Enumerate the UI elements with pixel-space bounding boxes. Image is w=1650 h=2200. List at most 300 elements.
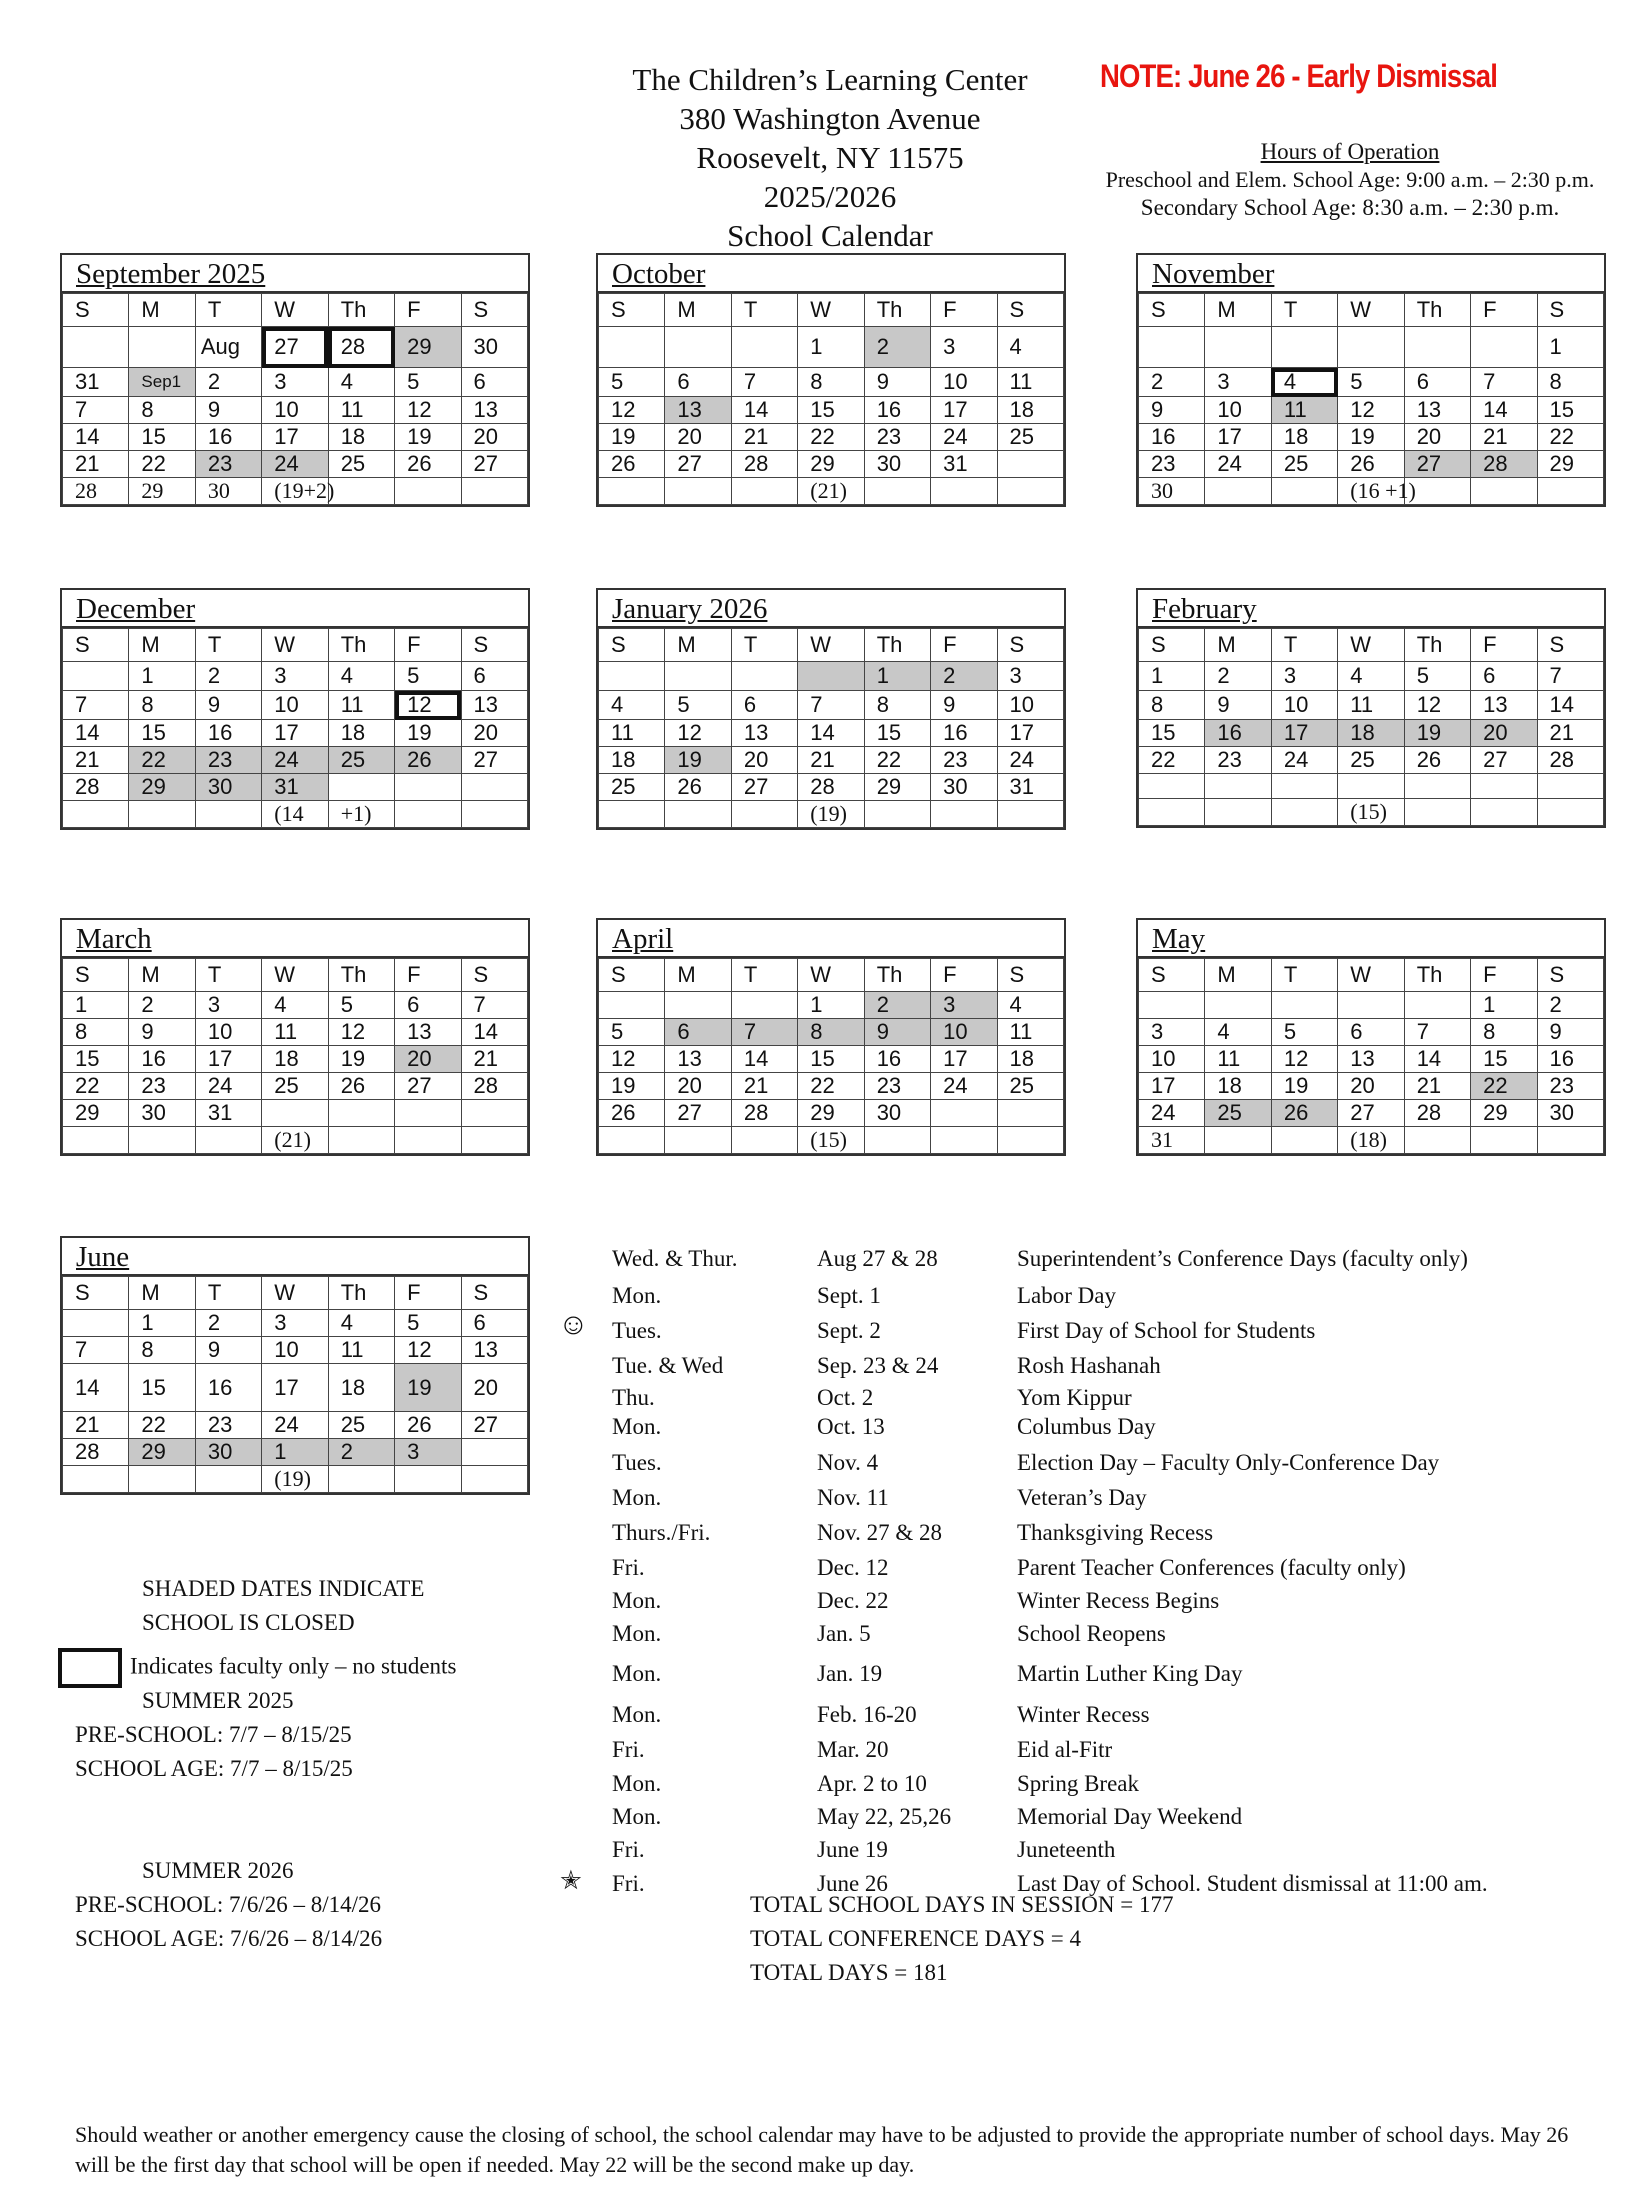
day-cell: 7 — [63, 691, 129, 720]
day-cell — [1271, 992, 1337, 1019]
day-cell — [665, 662, 731, 691]
month-title — [62, 255, 528, 293]
day-cell: 20 — [731, 747, 797, 774]
day-cell: 27 — [1338, 1100, 1404, 1127]
event-description: Spring Break — [1017, 1771, 1140, 1796]
day-cell: 21 — [731, 1073, 797, 1100]
closed-day-cell: 3 — [931, 992, 997, 1019]
day-cell: 31 — [997, 774, 1063, 801]
month-title-text: May — [1152, 923, 1206, 955]
day-cell — [63, 327, 129, 368]
day-cell: 6 — [1338, 1019, 1404, 1046]
month-title-text: February — [1152, 593, 1257, 625]
closed-day-cell: 11 — [1271, 397, 1337, 424]
day-cell: 29 — [1537, 451, 1603, 478]
day-cell — [665, 1127, 731, 1154]
day-cell: 20 — [461, 1364, 527, 1412]
week-row — [63, 992, 528, 1019]
day-cell: 8 — [129, 691, 195, 720]
day-cell: 25 — [262, 1073, 328, 1100]
day-cell: 3 — [262, 662, 328, 691]
day-cell — [395, 801, 461, 828]
day-cell: 11 — [328, 1337, 394, 1364]
day-cell: 30 — [864, 451, 930, 478]
event-description: Thanksgiving Recess — [1017, 1520, 1214, 1545]
day-cell: 11 — [1338, 691, 1404, 720]
weekday-header: M — [129, 1277, 195, 1310]
closed-day-cell: 8 — [798, 1019, 864, 1046]
day-cell: 14 — [731, 1046, 797, 1073]
day-cell: 21 — [1471, 424, 1537, 451]
week-row — [63, 1412, 528, 1439]
day-cell: 3 — [1271, 662, 1337, 691]
day-cell — [1271, 774, 1337, 799]
day-cell: 4 — [1205, 1019, 1271, 1046]
weekday-header: S — [63, 1277, 129, 1310]
weekday-header: S — [63, 629, 129, 662]
closed-day-cell: 19 — [1404, 720, 1470, 747]
weekday-header: W — [262, 294, 328, 327]
day-cell: 1 — [129, 662, 195, 691]
day-cell: 18 — [599, 747, 665, 774]
summer-info — [75, 1684, 525, 1956]
weekday-header: F — [931, 629, 997, 662]
event-day: Fri. — [612, 1871, 645, 1896]
day-cell: 5 — [599, 368, 665, 397]
month-january — [596, 588, 1066, 830]
day-cell: 23 — [931, 747, 997, 774]
closed-day-cell: 24 — [262, 451, 328, 478]
day-cell — [328, 1127, 394, 1154]
day-cell: 23 — [195, 1412, 261, 1439]
month-total: 29 — [129, 478, 195, 505]
closed-day-cell: 28 — [1471, 451, 1537, 478]
month-may — [1136, 918, 1606, 1156]
day-cell: 29 — [864, 774, 930, 801]
day-cell: 9 — [1205, 691, 1271, 720]
month-november — [1136, 253, 1606, 507]
day-cell: 8 — [63, 1019, 129, 1046]
week-row — [63, 327, 528, 368]
weekday-header: F — [1471, 959, 1537, 992]
day-cell: 1 — [63, 992, 129, 1019]
day-cell: 25 — [1271, 451, 1337, 478]
day-cell: 10 — [1271, 691, 1337, 720]
closed-day-cell: 31 — [262, 774, 328, 801]
day-cell: 27 — [461, 451, 527, 478]
event-date: Sept. 1 — [817, 1283, 881, 1308]
day-cell: 17 — [1205, 424, 1271, 451]
month-title-text: October — [612, 258, 706, 290]
day-cell: 31 — [931, 451, 997, 478]
day-cell: 4 — [1338, 662, 1404, 691]
day-cell: 15 — [1139, 720, 1205, 747]
day-cell: 13 — [731, 720, 797, 747]
day-cell: 5 — [1338, 368, 1404, 397]
day-cell: 15 — [864, 720, 930, 747]
day-cell: 7 — [1404, 1019, 1470, 1046]
day-cell — [1404, 799, 1470, 826]
event-day: Tues. — [612, 1318, 662, 1343]
day-cell: 31 — [195, 1100, 261, 1127]
week-row — [599, 1127, 1064, 1154]
day-cell: 24 — [1139, 1100, 1205, 1127]
weekday-header: W — [262, 629, 328, 662]
day-cell: 22 — [864, 747, 930, 774]
week-row — [1139, 774, 1604, 799]
day-cell: 16 — [195, 720, 261, 747]
total-school-days: TOTAL SCHOOL DAYS IN SESSION = 177 — [750, 1892, 1174, 1917]
day-cell: 13 — [461, 691, 527, 720]
month-title-text: March — [76, 923, 152, 955]
day-cell: 16 — [1537, 1046, 1603, 1073]
day-cell — [395, 774, 461, 801]
day-cell: 14 — [1537, 691, 1603, 720]
day-cell: 22 — [129, 451, 195, 478]
day-cell: 16 — [931, 720, 997, 747]
closed-day-cell: 1 — [864, 662, 930, 691]
hours-of-operation — [1090, 138, 1610, 222]
month-total: (18) — [1338, 1127, 1404, 1154]
event-day: Mon. — [612, 1414, 662, 1439]
day-cell — [731, 992, 797, 1019]
weekday-header: T — [195, 294, 261, 327]
day-cell: 21 — [1537, 720, 1603, 747]
weekday-header: S — [63, 294, 129, 327]
month-total: 31 — [1139, 1127, 1205, 1154]
day-cell: 21 — [63, 1412, 129, 1439]
day-cell — [461, 774, 527, 801]
day-cell: 23 — [1205, 747, 1271, 774]
weekday-header: S — [461, 629, 527, 662]
day-cell — [395, 1100, 461, 1127]
week-row — [1139, 451, 1604, 478]
day-cell: 19 — [395, 424, 461, 451]
day-cell: 2 — [195, 662, 261, 691]
day-cell: 25 — [328, 451, 394, 478]
weekday-header: S — [599, 294, 665, 327]
day-cell: 10 — [195, 1019, 261, 1046]
week-row — [63, 1046, 528, 1073]
day-cell — [1271, 1127, 1337, 1154]
day-cell: 6 — [665, 368, 731, 397]
event-description: Columbus Day — [1017, 1414, 1156, 1439]
week-row — [63, 1073, 528, 1100]
day-cell: 11 — [328, 397, 394, 424]
day-cell: 7 — [1471, 368, 1537, 397]
day-cell — [395, 1127, 461, 1154]
day-cell: 16 — [864, 1046, 930, 1073]
day-cell: 6 — [461, 368, 527, 397]
total-conference-days: TOTAL CONFERENCE DAYS = 4 — [750, 1926, 1082, 1951]
event-description: Election Day – Faculty Only-Conference Day — [1017, 1450, 1440, 1475]
day-cell: 21 — [63, 747, 129, 774]
day-cell: 14 — [63, 424, 129, 451]
week-row — [599, 451, 1064, 478]
day-cell — [395, 1466, 461, 1493]
weekday-header: M — [1205, 959, 1271, 992]
month-grid — [1138, 293, 1604, 505]
event-date: Mar. 20 — [817, 1737, 889, 1762]
week-row — [63, 451, 528, 478]
summer-2026-preschool: PRE-SCHOOL: 7/6/26 – 8/14/26 — [75, 1892, 382, 1917]
day-cell: 8 — [1139, 691, 1205, 720]
legend-shaded-line1: SHADED DATES INDICATE — [142, 1576, 425, 1601]
day-cell: 4 — [328, 368, 394, 397]
event-day: Mon. — [612, 1661, 662, 1686]
week-row — [63, 478, 528, 505]
month-title-text: April — [612, 923, 674, 955]
day-cell: 30 — [129, 1100, 195, 1127]
weekday-header: W — [798, 629, 864, 662]
event-date: Nov. 4 — [817, 1450, 879, 1475]
day-cell: 5 — [395, 368, 461, 397]
day-cell: 10 — [262, 397, 328, 424]
day-cell — [262, 1100, 328, 1127]
day-cell: 23 — [129, 1073, 195, 1100]
day-cell: 13 — [1404, 397, 1470, 424]
event-date: Aug 27 & 28 — [817, 1246, 938, 1271]
day-cell: 20 — [1338, 1073, 1404, 1100]
month-grid — [598, 958, 1064, 1154]
month-grid — [1138, 958, 1604, 1154]
day-cell — [1537, 478, 1603, 505]
summer-2026-schoolage: SCHOOL AGE: 7/6/26 – 8/14/26 — [75, 1926, 383, 1951]
weekday-header: S — [997, 629, 1063, 662]
event-date: Sept. 2 — [817, 1318, 881, 1343]
weekday-header: W — [1338, 959, 1404, 992]
day-cell: 12 — [1404, 691, 1470, 720]
day-cell: 11 — [997, 1019, 1063, 1046]
day-cell — [1205, 1127, 1271, 1154]
day-cell: 24 — [262, 1412, 328, 1439]
day-cell — [1205, 799, 1271, 826]
day-cell — [599, 992, 665, 1019]
day-cell: 3 — [931, 327, 997, 368]
day-cell: 23 — [1537, 1073, 1603, 1100]
weekday-header: Th — [1404, 629, 1470, 662]
weekday-header: Th — [328, 959, 394, 992]
month-october — [596, 253, 1066, 507]
day-cell — [1338, 327, 1404, 368]
day-cell: 9 — [864, 368, 930, 397]
event-date: Nov. 27 & 28 — [817, 1520, 943, 1545]
day-cell: 23 — [864, 424, 930, 451]
event-day: Mon. — [612, 1621, 662, 1646]
day-cell: 17 — [931, 397, 997, 424]
event-date: Dec. 22 — [817, 1588, 889, 1613]
day-cell: 22 — [798, 424, 864, 451]
day-cell — [599, 1127, 665, 1154]
weather-footnote: Should weather or another emergency cause the closing of school, the school calendar may have to be adjusted to provide the appropriate number of school days. May 26 will be the first day that school will be open if needed. May 22 will be the second make up day. — [75, 2122, 1569, 2177]
day-cell: 30 — [1537, 1100, 1603, 1127]
closed-day-cell: 1 — [262, 1439, 328, 1466]
closed-day-cell — [798, 662, 864, 691]
day-cell: 20 — [1404, 424, 1470, 451]
closed-day-cell: 2 — [328, 1439, 394, 1466]
weekday-header: F — [395, 1277, 461, 1310]
event-date: Jan. 19 — [817, 1661, 883, 1686]
event-day: Fri. — [612, 1555, 645, 1580]
day-cell: 1 — [1537, 327, 1603, 368]
week-row — [599, 691, 1064, 720]
day-cell: 15 — [1537, 397, 1603, 424]
day-cell — [1205, 992, 1271, 1019]
month-grid — [598, 628, 1064, 828]
day-cell: 13 — [1338, 1046, 1404, 1073]
day-cell: 3 — [262, 1310, 328, 1337]
day-cell: 4 — [997, 327, 1063, 368]
event-day: Fri. — [612, 1837, 645, 1862]
closed-day-cell: 27 — [1404, 451, 1470, 478]
day-cell — [1271, 799, 1337, 826]
day-cell: 19 — [599, 1073, 665, 1100]
event-day: Tues. — [612, 1450, 662, 1475]
week-row — [1139, 662, 1604, 691]
closed-day-cell: 3 — [395, 1439, 461, 1466]
month-total: (14 — [262, 801, 328, 828]
event-date: June 19 — [817, 1837, 888, 1862]
day-cell: 13 — [461, 397, 527, 424]
month-title — [62, 1238, 528, 1276]
day-cell: 6 — [395, 992, 461, 1019]
month-grid — [1138, 628, 1604, 826]
weekday-header: S — [997, 294, 1063, 327]
weekday-header: S — [599, 959, 665, 992]
day-cell: 20 — [461, 424, 527, 451]
week-row — [599, 1019, 1064, 1046]
day-cell: 15 — [798, 1046, 864, 1073]
day-cell — [461, 1439, 527, 1466]
day-cell: 9 — [931, 691, 997, 720]
day-cell: 22 — [129, 1412, 195, 1439]
day-cell: 16 — [195, 424, 261, 451]
closed-day-cell: 2 — [931, 662, 997, 691]
event-description: Eid al-Fitr — [1017, 1737, 1113, 1762]
week-row — [63, 774, 528, 801]
closed-day-cell: 22 — [129, 747, 195, 774]
day-cell: 22 — [1537, 424, 1603, 451]
weekday-header: T — [1271, 294, 1337, 327]
weekday-header: W — [798, 294, 864, 327]
week-row — [599, 478, 1064, 505]
week-row — [1139, 424, 1604, 451]
day-cell: 17 — [1139, 1073, 1205, 1100]
month-total: 28 — [63, 478, 129, 505]
day-cell: 26 — [1338, 451, 1404, 478]
day-cell — [665, 992, 731, 1019]
day-cell: 9 — [195, 1337, 261, 1364]
day-cell: 25 — [599, 774, 665, 801]
day-cell: 26 — [599, 451, 665, 478]
closed-day-cell: 23 — [195, 747, 261, 774]
day-cell — [63, 1466, 129, 1493]
day-cell: 5 — [395, 1310, 461, 1337]
closed-day-cell: 25 — [328, 747, 394, 774]
week-row — [63, 801, 528, 828]
day-cell: 15 — [798, 397, 864, 424]
day-cell: Aug — [195, 327, 261, 368]
day-cell — [931, 478, 997, 505]
day-cell: 10 — [262, 691, 328, 720]
day-cell: 10 — [997, 691, 1063, 720]
day-cell: 13 — [1471, 691, 1537, 720]
weekday-header: T — [731, 294, 797, 327]
month-march — [60, 918, 530, 1156]
day-cell: 29 — [1471, 1100, 1537, 1127]
month-title — [1138, 255, 1604, 293]
closed-day-cell: Sep1 — [129, 368, 195, 397]
weekday-header: T — [195, 1277, 261, 1310]
day-cell: 27 — [461, 747, 527, 774]
month-title — [62, 920, 528, 958]
day-cell: 20 — [665, 424, 731, 451]
day-cell — [129, 1127, 195, 1154]
day-cell — [731, 478, 797, 505]
day-cell: 7 — [63, 1337, 129, 1364]
legend-faculty — [58, 1648, 456, 1688]
event-day: Mon. — [612, 1485, 662, 1510]
week-row — [599, 424, 1064, 451]
day-cell — [63, 801, 129, 828]
week-row — [1139, 720, 1604, 747]
day-cell: 17 — [262, 424, 328, 451]
day-cell — [1471, 327, 1537, 368]
weekday-header: T — [1271, 629, 1337, 662]
day-cell: 14 — [461, 1019, 527, 1046]
event-description: School Reopens — [1017, 1621, 1166, 1646]
day-cell: 12 — [395, 1337, 461, 1364]
day-cell: 15 — [129, 720, 195, 747]
weekday-header: Th — [328, 629, 394, 662]
weekday-header: Th — [328, 1277, 394, 1310]
month-december — [60, 588, 530, 830]
week-row — [599, 397, 1064, 424]
week-row — [1139, 747, 1604, 774]
day-cell: 28 — [63, 1439, 129, 1466]
closed-day-cell: 16 — [1205, 720, 1271, 747]
day-cell: 9 — [195, 397, 261, 424]
event-date: Sep. 23 & 24 — [817, 1353, 939, 1378]
day-cell: 8 — [129, 1337, 195, 1364]
day-cell: 5 — [395, 662, 461, 691]
day-cell: 21 — [1404, 1073, 1470, 1100]
weekday-header: W — [1338, 294, 1404, 327]
weekday-header: M — [665, 294, 731, 327]
event-day: Mon. — [612, 1804, 662, 1829]
school-street: 380 Washington Avenue — [679, 101, 981, 136]
day-cell — [997, 1100, 1063, 1127]
week-row — [599, 1046, 1064, 1073]
page-title: School Calendar — [727, 218, 933, 253]
closed-day-cell: 18 — [1338, 720, 1404, 747]
week-row — [1139, 691, 1604, 720]
early-dismissal-note: NOTE: June 26 - Early Dismissal — [1100, 58, 1498, 94]
weekday-header: S — [1139, 294, 1205, 327]
event-date: Jan. 5 — [817, 1621, 871, 1646]
day-cell — [731, 327, 797, 368]
day-cell: 17 — [997, 720, 1063, 747]
closed-day-cell: 22 — [1471, 1073, 1537, 1100]
day-cell: 12 — [1338, 397, 1404, 424]
day-cell: 12 — [328, 1019, 394, 1046]
day-cell: 24 — [1271, 747, 1337, 774]
week-row — [599, 368, 1064, 397]
week-row — [1139, 368, 1604, 397]
weekday-header: S — [1537, 294, 1603, 327]
closed-day-cell: 29 — [129, 774, 195, 801]
day-cell — [665, 327, 731, 368]
